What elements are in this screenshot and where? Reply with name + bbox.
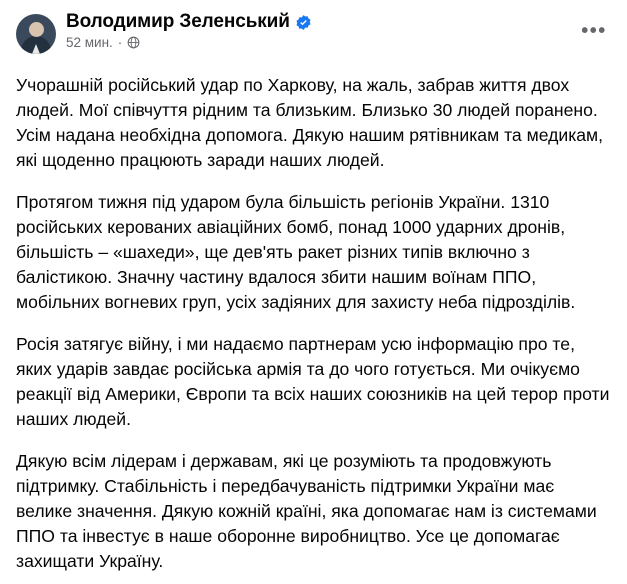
post-meta <box>66 35 577 50</box>
globe-icon[interactable] <box>127 36 140 49</box>
post-paragraph: Дякую всім лідерам і державам, які це розуміють та продовжують підтримку. Стабільність і передбачуваність підтримки України має велике значення. Дякую кожній країні, яка допомагає нам із системами ППО та інвестує в наше оборонне виробництво. Усе це допомагає захищати Україну. <box>16 451 597 571</box>
meta-separator: · <box>117 35 123 50</box>
author-row <box>66 12 577 32</box>
post-text-body <box>16 68 611 574</box>
post-paragraph: Протягом тижня під ударом була більшість регіонів України. 1310 російських керованих авіаційних бомб, понад 1000 ударних дронів, більшість – «шахеди», ще дев'ять ракет різних типів включно з балістикою. Значну частину вдалося збити нашим воїнам ППО, мобільних вогневих груп, усіх задіяних для захисту неба підрозділів. <box>16 192 576 312</box>
avatar[interactable] <box>16 14 56 54</box>
post-paragraph: Учорашній російський удар по Харкову, на жаль, забрав життя двох людей. Мої співчуття рідним та близьким. Близько 30 людей поранено. Усім надана необхідна допомога. Дякую нашим рятівникам та медикам, які щоденно працюють заради наших людей. <box>16 75 604 170</box>
author-name[interactable]: Володимир Зеленський <box>66 11 290 32</box>
verified-badge-icon <box>295 14 312 31</box>
post-header-text <box>66 12 577 50</box>
post-paragraph: Росія затягує війну, і ми надаємо партнерам усю інформацію про те, яких ударів завдає російська армія та до чого готується. Ми очікуємо реакції від Америки, Європи та всіх наших союзників на цей терор проти наших людей. <box>16 334 610 429</box>
post-timestamp[interactable]: 52 мин. <box>66 35 113 50</box>
post-more-options-button[interactable]: ••• <box>581 19 607 42</box>
avatar-head-shape <box>29 22 44 37</box>
post-header <box>16 12 611 68</box>
